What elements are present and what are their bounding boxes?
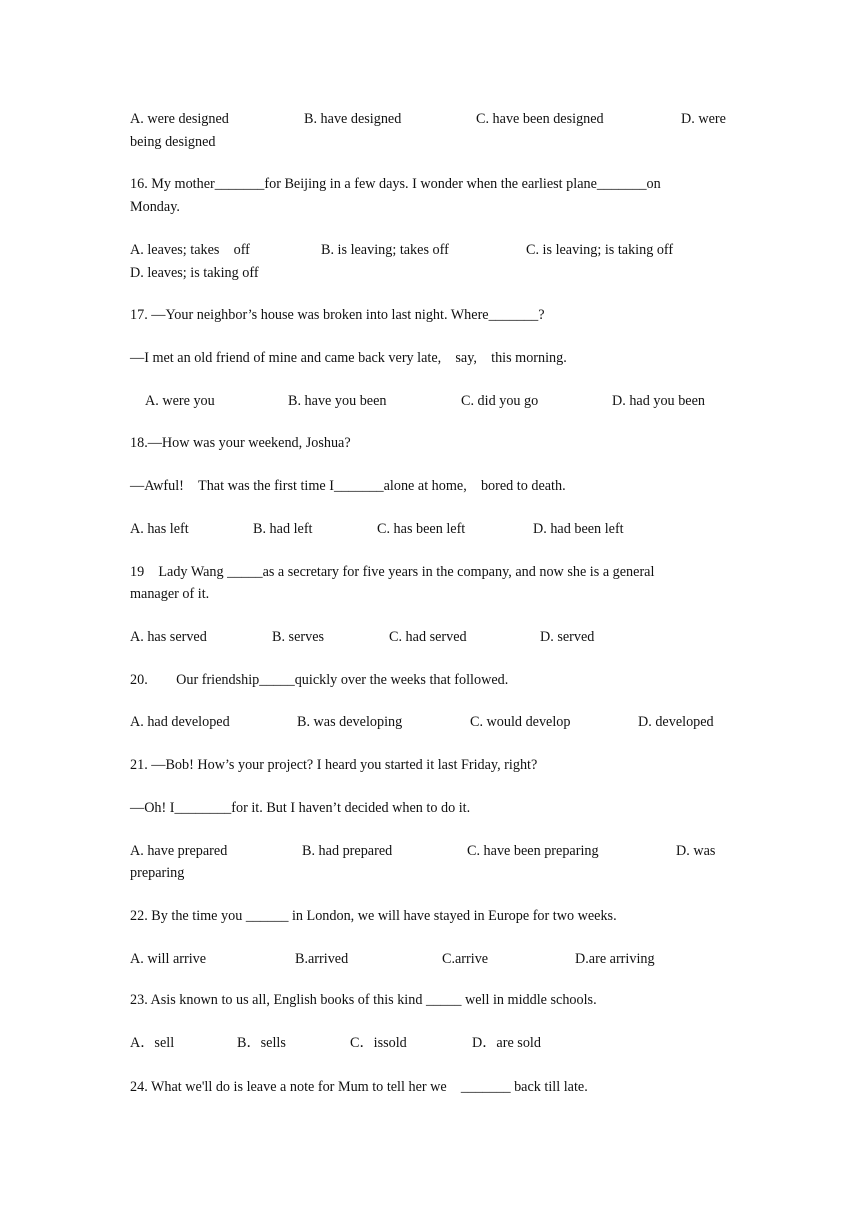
question-24: 24. What we'll do is leave a note for Mum to tell her we _______ back till late. [130,1079,588,1095]
option-a: A. will arrive [130,951,207,967]
option-b: B. had prepared [302,843,393,859]
question-23: 23. Asis known to us all, English books of this kind _____ well in middle schools. [130,992,597,1008]
option-d: D. had you been [612,393,705,409]
option-d: D. was [676,843,716,859]
option-d: D. developed [638,714,714,730]
question-17: 17. —Your neighbor’s house was broken into last night. Where_______? [130,307,545,323]
option-d: D.are arriving [575,951,655,967]
question-20: 20. Our friendship_____quickly over the weeks that followed. [130,672,509,688]
option-c: C. have been preparing [467,843,599,859]
option-c: C. would develop [470,714,571,730]
question-21-dialogue: —Oh! I________for it. But I haven’t decided when to do it. [130,800,471,816]
question-22: 22. By the time you ______ in London, we will have stayed in Europe for two weeks. [130,908,617,924]
option-a: A. leaves; takes off [130,242,250,258]
option-a: A. has served [130,629,207,645]
option-d-continued: being designed [130,134,216,150]
option-c: C.arrive [442,951,489,967]
option-c: C．issold [350,1035,407,1051]
option-b: B. had left [253,521,313,537]
option-a: A. have prepared [130,843,228,859]
option-b: B. have you been [288,393,387,409]
option-b: B. serves [272,629,325,645]
option-b: B. have designed [304,111,402,127]
option-c: C. had served [389,629,467,645]
option-d: D. had been left [533,521,624,537]
question-19: 19 Lady Wang _____as a secretary for five years in the company, and now she is a general [130,564,655,580]
question-17-dialogue: —I met an old friend of mine and came back very late, say, this morning. [130,350,567,366]
option-a: A. has left [130,521,189,537]
option-b: B．sells [237,1035,286,1051]
option-b: B.arrived [295,951,349,967]
option-c: C. has been left [377,521,466,537]
option-a: A. had developed [130,714,230,730]
question-19-continued: manager of it. [130,586,210,602]
question-18-dialogue: —Awful! That was the first time I_______alone at home, bored to death. [130,478,566,494]
option-c: C. have been designed [476,111,604,127]
question-16: 16. My mother_______for Beijing in a few days. I wonder when the earliest plane_______on [130,176,661,192]
option-b: B. is leaving; takes off [321,242,449,258]
option-c: C. did you go [461,393,539,409]
option-a: A. were designed [130,111,229,127]
option-d: D. leaves; is taking off [130,265,259,281]
option-d: D. were [681,111,726,127]
option-b: B. was developing [297,714,403,730]
option-d: D．are sold [472,1035,541,1051]
option-c: C. is leaving; is taking off [526,242,674,258]
question-21: 21. —Bob! How’s your project? I heard you started it last Friday, right? [130,757,538,773]
option-a: A. were you [145,393,215,409]
option-d: D. served [540,629,595,645]
option-a: A．sell [130,1035,175,1051]
question-16-continued: Monday. [130,199,180,215]
option-d-continued: preparing [130,865,185,881]
question-18: 18.—How was your weekend, Joshua? [130,435,351,451]
